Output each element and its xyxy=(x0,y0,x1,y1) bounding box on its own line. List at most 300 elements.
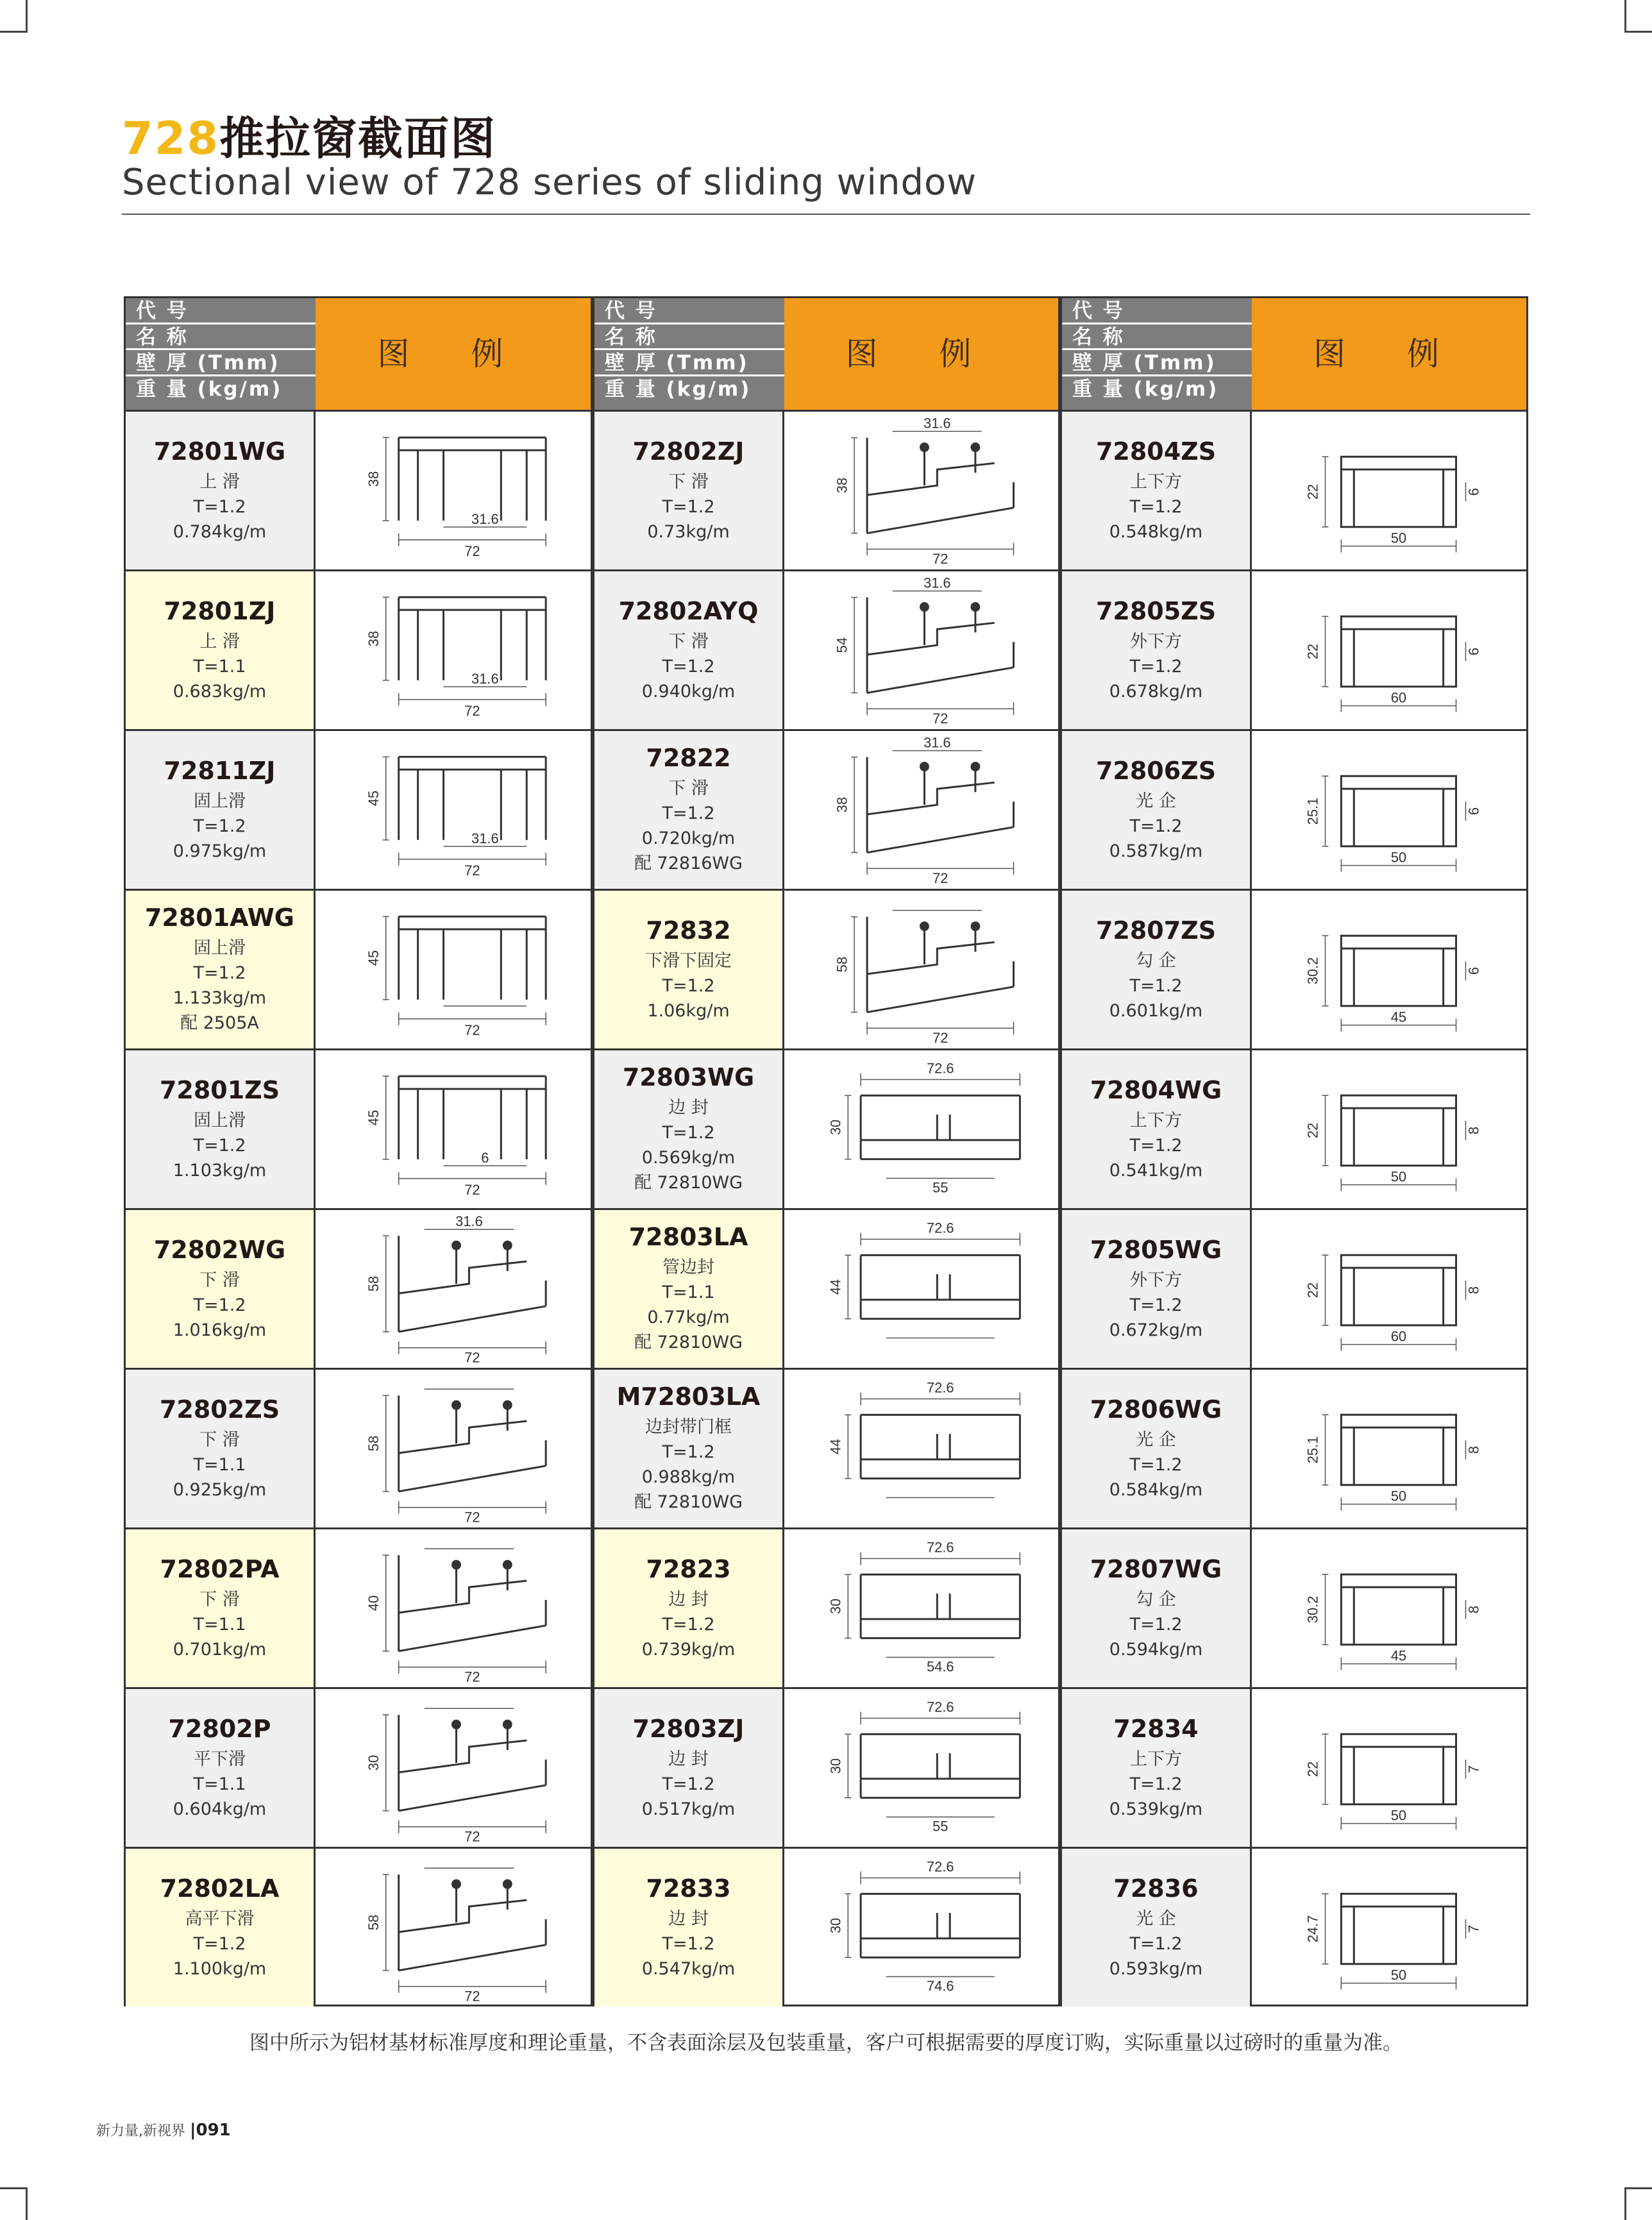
profile-code: 72806WG xyxy=(1090,1395,1222,1424)
profile-detail: 上 滑 xyxy=(199,471,240,492)
profile-code: 72836 xyxy=(1113,1874,1199,1903)
profile-code: 72801AWG xyxy=(144,904,294,932)
dim-inner-width: 55 xyxy=(932,1179,948,1196)
dim-width: 72.6 xyxy=(927,1060,954,1077)
table-header xyxy=(594,298,1058,410)
page-subtitle: Sectional view of 728 series of sliding window xyxy=(122,162,977,203)
upper-track-profile xyxy=(399,597,546,680)
profile-detail: 0.584kg/m xyxy=(1109,1479,1203,1500)
dim-width: 72 xyxy=(464,1828,480,1845)
high-lower-track-profile xyxy=(399,1874,546,1971)
profile-drawing xyxy=(784,1210,1058,1368)
profile-detail: 光 企 xyxy=(1136,1908,1176,1929)
profile-info xyxy=(126,1529,316,1687)
profile-detail: 0.720kg/m xyxy=(641,828,736,848)
dim-height: 58 xyxy=(365,1914,382,1931)
profile-detail: 0.975kg/m xyxy=(173,841,267,861)
page-title xyxy=(122,103,496,167)
profile-drawing xyxy=(784,1689,1058,1847)
lower-track-profile xyxy=(316,1210,591,1368)
profile-detail: 外下方 xyxy=(1130,631,1182,652)
profile-detail: 勾 企 xyxy=(1136,950,1176,971)
profile-detail: T=1.2 xyxy=(1129,1614,1183,1635)
profile-detail: T=1.1 xyxy=(193,1774,246,1794)
dim-width: 72 xyxy=(464,1022,480,1038)
fixed-upper-track-profile xyxy=(316,1050,591,1208)
dim-width: 72 xyxy=(464,1509,480,1526)
dim-width: 72 xyxy=(932,1030,948,1047)
profile-drawing xyxy=(784,891,1058,1048)
header-label: 壁 厚 (Tmm) xyxy=(594,350,784,376)
profile-info xyxy=(594,891,784,1048)
dim-slot: 7 xyxy=(1465,1765,1482,1774)
dim-inner-width: 31.6 xyxy=(923,415,951,432)
header-label: 名 称 xyxy=(1062,324,1252,351)
upper-track-profile xyxy=(316,412,591,569)
profile-detail: 下 滑 xyxy=(199,1589,240,1610)
header-legend: 图 例 xyxy=(1252,298,1526,410)
dim-width: 72 xyxy=(464,702,480,719)
profile-detail: 边封带门框 xyxy=(645,1417,732,1437)
profile-drawing xyxy=(1252,1370,1526,1527)
profile-detail: 0.569kg/m xyxy=(641,1148,736,1168)
profile-detail: 高平下滑 xyxy=(185,1908,255,1929)
profile-drawing xyxy=(1252,1210,1526,1368)
dim-height: 22 xyxy=(1304,1761,1321,1778)
header-label: 名 称 xyxy=(594,324,784,351)
profile-detail: T=1.1 xyxy=(662,1282,715,1302)
profile-detail: 外下方 xyxy=(1130,1270,1182,1290)
profile-code: 72802PA xyxy=(160,1554,280,1583)
dim-height: 30 xyxy=(827,1917,844,1934)
title-cn-text: 推拉窗截面图 xyxy=(219,112,497,165)
header-label: 重 量 (kg/m) xyxy=(605,377,752,401)
table-row xyxy=(126,1048,591,1208)
table-row xyxy=(126,1687,591,1847)
lower-fixed-track-profile xyxy=(867,917,1013,1013)
table-row xyxy=(594,1527,1058,1687)
header-label: 代 号 xyxy=(126,298,316,324)
profile-info xyxy=(1062,1370,1252,1527)
dim-height: 30 xyxy=(827,1758,844,1774)
title-divider xyxy=(122,214,1530,215)
profile-detail: 0.940kg/m xyxy=(641,681,736,702)
profile-drawing xyxy=(1252,412,1526,569)
table-row xyxy=(1062,410,1526,569)
side-seal-profile xyxy=(784,1689,1058,1847)
dimension-lines xyxy=(383,597,546,706)
profile-detail: 1.016kg/m xyxy=(173,1320,267,1340)
profile-info xyxy=(126,1050,316,1208)
profile-detail: T=1.2 xyxy=(193,496,246,517)
fixed-upper-track-profile xyxy=(316,731,591,889)
dim-slot: 7 xyxy=(1465,1924,1482,1933)
table-row xyxy=(126,1208,591,1368)
lower-track-profile xyxy=(399,1395,546,1492)
dim-width: 60 xyxy=(1390,689,1407,706)
profile-detail: T=1.2 xyxy=(1129,496,1183,517)
profile-drawing xyxy=(316,1849,591,2006)
dim-height: 44 xyxy=(827,1279,844,1295)
dim-height: 40 xyxy=(365,1595,382,1611)
profile-detail: T=1.2 xyxy=(662,1933,715,1954)
dim-height: 30.2 xyxy=(1304,957,1321,985)
sash-rail-profile xyxy=(1341,1734,1456,1804)
profile-code: 72801ZS xyxy=(159,1075,280,1104)
profile-drawing xyxy=(1252,1849,1526,2006)
dim-slot: 8 xyxy=(1465,1286,1482,1295)
profile-info xyxy=(126,1370,316,1527)
table-row xyxy=(594,1847,1058,2006)
profile-detail: T=1.2 xyxy=(662,1123,715,1143)
profile-detail: T=1.2 xyxy=(662,803,715,823)
dimension-lines xyxy=(845,1712,1020,1817)
profile-drawing xyxy=(316,1050,591,1208)
side-seal-door-frame-profile xyxy=(784,1370,1058,1527)
fixed-upper-track-profile xyxy=(399,757,546,840)
dimension-lines xyxy=(845,1393,1020,1498)
profile-detail: T=1.2 xyxy=(193,963,246,983)
table-row xyxy=(126,1847,591,2006)
profile-code: 72807ZS xyxy=(1095,916,1217,945)
dim-inner-width: 6 xyxy=(481,1149,489,1166)
dim-height: 45 xyxy=(365,1109,382,1126)
dim-height: 22 xyxy=(1304,484,1321,500)
profile-drawing xyxy=(316,412,591,569)
profile-detail: T=1.2 xyxy=(193,1933,246,1954)
table-row xyxy=(1062,1048,1526,1208)
profile-info xyxy=(126,1210,316,1368)
dim-width: 72.6 xyxy=(927,1699,954,1715)
profile-code: 72804ZS xyxy=(1095,437,1217,466)
dimension-lines xyxy=(383,437,546,546)
profile-detail: T=1.2 xyxy=(662,975,715,996)
header-label: 代 号 xyxy=(1062,298,1252,324)
dim-width: 50 xyxy=(1390,1807,1407,1824)
profile-detail: 上 滑 xyxy=(199,631,240,652)
profile-info xyxy=(594,412,784,569)
sash-rail-profile xyxy=(1252,412,1526,569)
profile-detail: 配 72810WG xyxy=(634,1333,743,1352)
table-row xyxy=(126,1527,591,1687)
profile-detail: T=1.2 xyxy=(662,496,715,517)
dim-width: 45 xyxy=(1390,1009,1407,1025)
dim-height: 30 xyxy=(365,1754,382,1771)
header-legend: 图 例 xyxy=(316,298,591,410)
crop-mark-top-right xyxy=(1624,0,1652,33)
dim-width: 50 xyxy=(1390,849,1407,866)
side-seal-profile xyxy=(784,1529,1058,1687)
dim-height: 25.1 xyxy=(1304,1436,1321,1464)
dim-height: 38 xyxy=(365,471,382,487)
profile-info xyxy=(594,1370,784,1527)
dim-height: 24.7 xyxy=(1304,1915,1321,1943)
slogan: 新力量,新视界 xyxy=(96,2123,185,2139)
footer-note: 图中所示为铝材基材标准厚度和理论重量，不含表面涂层及包装重量，客户可根据需要的厚度订购，实际重量以过磅时的重量为准。 xyxy=(249,2031,1403,2055)
dim-height: 45 xyxy=(365,790,382,807)
dim-slot: 6 xyxy=(1465,647,1482,656)
table-row xyxy=(1062,1687,1526,1847)
profile-info xyxy=(1062,1210,1252,1368)
profile-detail: T=1.2 xyxy=(662,1442,715,1462)
profile-detail: T=1.2 xyxy=(1129,1454,1183,1475)
header-labels xyxy=(1062,298,1252,410)
fixed-upper-track-profile xyxy=(399,1076,546,1159)
header-labels xyxy=(126,298,316,410)
profile-detail: T=1.2 xyxy=(662,656,715,677)
table-row xyxy=(126,569,591,729)
dim-width: 72 xyxy=(932,551,948,568)
dim-width: 72.6 xyxy=(927,1539,954,1556)
dim-inner-width: 31.6 xyxy=(923,575,951,591)
outer-sash-rail-profile xyxy=(1252,1210,1526,1368)
profile-detail: T=1.2 xyxy=(193,1135,246,1156)
profile-code: 72802AYQ xyxy=(618,596,759,625)
dim-slot: 8 xyxy=(1465,1126,1482,1135)
profile-detail: 0.594kg/m xyxy=(1109,1639,1203,1660)
sash-rail-profile xyxy=(1341,457,1456,526)
profile-info xyxy=(594,571,784,729)
profile-detail: 0.604kg/m xyxy=(173,1799,267,1819)
profile-info xyxy=(594,1849,784,2006)
lower-track-profile xyxy=(784,571,1058,729)
dim-inner-width: 31.6 xyxy=(471,830,499,846)
profile-code: 72834 xyxy=(1113,1714,1199,1743)
profile-detail: T=1.2 xyxy=(1129,656,1183,677)
profile-info xyxy=(1062,1050,1252,1208)
sash-rail-profile xyxy=(1341,1095,1456,1165)
table-column-1 xyxy=(124,296,593,2006)
profile-detail: 0.77kg/m xyxy=(647,1308,730,1327)
dim-height: 30 xyxy=(827,1598,844,1615)
profile-detail: 固上滑 xyxy=(194,1110,246,1131)
profile-drawing xyxy=(1252,1529,1526,1687)
hook-stile-profile xyxy=(1252,891,1526,1048)
dimension-lines xyxy=(383,1076,546,1185)
dim-slot: 6 xyxy=(1465,966,1482,975)
dimension-lines xyxy=(383,757,546,866)
page-number: 091 xyxy=(196,2121,231,2140)
profile-detail: 配 2505A xyxy=(180,1013,259,1033)
profile-code: 72811ZJ xyxy=(164,756,276,785)
dim-height: 58 xyxy=(365,1275,382,1292)
profile-drawing xyxy=(784,1370,1058,1527)
profile-detail: T=1.2 xyxy=(1129,975,1183,996)
outer-sash-rail-profile xyxy=(1252,571,1526,729)
dim-width: 72 xyxy=(464,1349,480,1366)
profile-drawing xyxy=(316,1370,591,1527)
profile-detail: 上下方 xyxy=(1130,1749,1182,1769)
sash-rail-profile xyxy=(1252,1689,1526,1847)
table-row xyxy=(594,1048,1058,1208)
header-legend: 图 例 xyxy=(784,298,1058,410)
profile-detail: T=1.2 xyxy=(1129,1933,1183,1954)
profile-info xyxy=(1062,1849,1252,2006)
lower-fixed-track-profile xyxy=(784,891,1058,1048)
profile-detail: 0.517kg/m xyxy=(641,1799,736,1819)
table-row xyxy=(126,889,591,1048)
crop-mark-bottom-left xyxy=(0,2187,28,2220)
profile-code: 72805WG xyxy=(1090,1235,1222,1264)
dimension-lines xyxy=(845,1233,1020,1338)
table-row xyxy=(594,1368,1058,1527)
profile-detail: 0.784kg/m xyxy=(173,521,267,542)
profile-detail: 0.73kg/m xyxy=(647,521,730,542)
profile-detail: 光 企 xyxy=(1136,791,1176,811)
table-row xyxy=(1062,1847,1526,2006)
profile-detail: 下 滑 xyxy=(668,471,709,492)
dim-inner-width: 55 xyxy=(932,1818,948,1835)
dim-inner-width: 31.6 xyxy=(455,1213,483,1230)
profile-detail: 固上滑 xyxy=(194,938,246,958)
profile-detail: 1.133kg/m xyxy=(173,988,267,1008)
profile-detail: 边 封 xyxy=(668,1098,709,1118)
header-label: 壁 厚 (Tmm) xyxy=(126,350,316,376)
dim-height: 25.1 xyxy=(1304,797,1321,825)
table-row xyxy=(1062,729,1526,889)
lower-track-profile xyxy=(784,731,1058,889)
profile-info xyxy=(1062,412,1252,569)
profile-drawing xyxy=(1252,571,1526,729)
table-row xyxy=(126,729,591,889)
profile-detail: T=1.2 xyxy=(1129,1295,1183,1315)
profile-detail: T=1.2 xyxy=(193,1295,246,1315)
profile-detail: 1.06kg/m xyxy=(647,1000,730,1021)
profile-detail: 0.678kg/m xyxy=(1109,681,1203,702)
lower-track-profile xyxy=(316,1529,591,1687)
profile-info xyxy=(126,412,316,569)
dim-width: 72 xyxy=(932,870,948,887)
profile-code: 72804WG xyxy=(1090,1075,1222,1104)
profile-drawing xyxy=(316,731,591,889)
lower-track-profile xyxy=(399,1555,546,1651)
profile-detail: 0.683kg/m xyxy=(173,681,267,702)
dim-height: 30.2 xyxy=(1304,1595,1321,1624)
profile-info xyxy=(1062,1689,1252,1847)
profile-detail: 下滑下固定 xyxy=(645,950,732,971)
profile-code: M72803LA xyxy=(616,1383,761,1411)
profile-detail: 固上滑 xyxy=(194,791,246,811)
profile-detail: 0.739kg/m xyxy=(641,1639,736,1660)
profile-drawing xyxy=(316,571,591,729)
profile-detail: 上下方 xyxy=(1130,471,1182,492)
profile-detail: T=1.1 xyxy=(193,656,246,677)
dim-width: 72 xyxy=(464,1181,480,1198)
dim-width: 72 xyxy=(464,862,480,879)
table-row xyxy=(594,569,1058,729)
plain-stile-profile xyxy=(1252,1370,1526,1527)
side-seal-profile xyxy=(784,1849,1058,2006)
header-label: 代 号 xyxy=(594,298,784,324)
side-seal-profile xyxy=(861,1574,1020,1638)
dim-width: 72.6 xyxy=(927,1858,954,1875)
dim-height: 22 xyxy=(1304,1282,1321,1299)
profile-drawing xyxy=(316,1529,591,1687)
tube-side-seal-profile xyxy=(861,1255,1020,1318)
profile-drawing xyxy=(316,1210,591,1368)
dimension-lines xyxy=(383,916,546,1025)
profile-detail: T=1.1 xyxy=(193,1614,246,1635)
side-seal-profile xyxy=(861,1734,1020,1797)
dim-height: 38 xyxy=(365,630,382,647)
table-row xyxy=(1062,1527,1526,1687)
profile-detail: 0.701kg/m xyxy=(173,1639,267,1660)
profile-info xyxy=(594,731,784,889)
dim-slot: 8 xyxy=(1465,1605,1482,1614)
dim-width: 72 xyxy=(932,711,948,727)
profile-detail: 0.672kg/m xyxy=(1109,1320,1203,1340)
table-row xyxy=(1062,1208,1526,1368)
dim-inner-width: 54.6 xyxy=(927,1658,954,1675)
profile-detail: 0.548kg/m xyxy=(1109,521,1203,542)
profile-info xyxy=(594,1050,784,1208)
header-label: 名 称 xyxy=(126,324,316,351)
profile-detail: 下 滑 xyxy=(668,778,709,798)
profile-info xyxy=(126,731,316,889)
profile-detail: 下 滑 xyxy=(668,631,709,652)
dim-height: 58 xyxy=(365,1435,382,1452)
table-row xyxy=(126,410,591,569)
dim-height: 54 xyxy=(834,637,850,653)
profile-detail: 边 封 xyxy=(668,1749,709,1769)
profile-info xyxy=(594,1689,784,1847)
profile-info xyxy=(1062,731,1252,889)
profile-code: 72806ZS xyxy=(1095,756,1217,785)
profile-code: 72801ZJ xyxy=(164,596,276,625)
profile-code: 72802P xyxy=(168,1714,271,1743)
profile-code: 72833 xyxy=(646,1874,731,1903)
profile-info xyxy=(594,1529,784,1687)
dim-width: 60 xyxy=(1390,1328,1407,1345)
lower-track-profile xyxy=(867,757,1013,853)
profile-drawing xyxy=(784,1050,1058,1208)
plain-stile-profile xyxy=(1252,1849,1526,2006)
profile-detail: 0.925kg/m xyxy=(173,1479,267,1500)
dim-height: 22 xyxy=(1304,1122,1321,1139)
tube-side-seal-profile xyxy=(784,1210,1058,1368)
profile-code: 72801WG xyxy=(153,437,286,466)
profile-info xyxy=(1062,891,1252,1048)
profile-code: 72823 xyxy=(646,1554,731,1583)
fixed-upper-track-profile xyxy=(399,916,546,1000)
plain-stile-profile xyxy=(1341,1894,1456,1964)
lower-track-profile xyxy=(316,1370,591,1527)
table-row xyxy=(594,889,1058,1048)
dim-inner-width: 31.6 xyxy=(471,670,499,687)
upper-track-profile xyxy=(316,571,591,729)
profile-info xyxy=(126,571,316,729)
dim-inner-width: 31.6 xyxy=(471,510,499,527)
dim-width: 72 xyxy=(464,1669,480,1685)
side-seal-profile xyxy=(861,1894,1020,1957)
profile-info xyxy=(1062,1529,1252,1687)
outer-sash-rail-profile xyxy=(1341,616,1456,686)
profile-code: 72802ZJ xyxy=(632,437,745,466)
profile-code: 72807WG xyxy=(1090,1554,1222,1583)
sash-rail-profile xyxy=(1252,1050,1526,1208)
profile-detail: T=1.1 xyxy=(193,1454,246,1475)
dim-height: 38 xyxy=(834,477,850,494)
profile-detail: 管边封 xyxy=(662,1257,714,1277)
profile-detail: T=1.2 xyxy=(1129,816,1183,836)
profile-detail: 0.587kg/m xyxy=(1109,841,1203,861)
dim-slot: 6 xyxy=(1465,807,1482,816)
fixed-upper-track-profile xyxy=(316,891,591,1048)
profile-detail: 配 72810WG xyxy=(634,1173,743,1193)
profile-detail: 0.593kg/m xyxy=(1109,1958,1203,1979)
profile-code: 72805ZS xyxy=(1095,596,1217,625)
profile-detail: 0.539kg/m xyxy=(1109,1799,1203,1819)
